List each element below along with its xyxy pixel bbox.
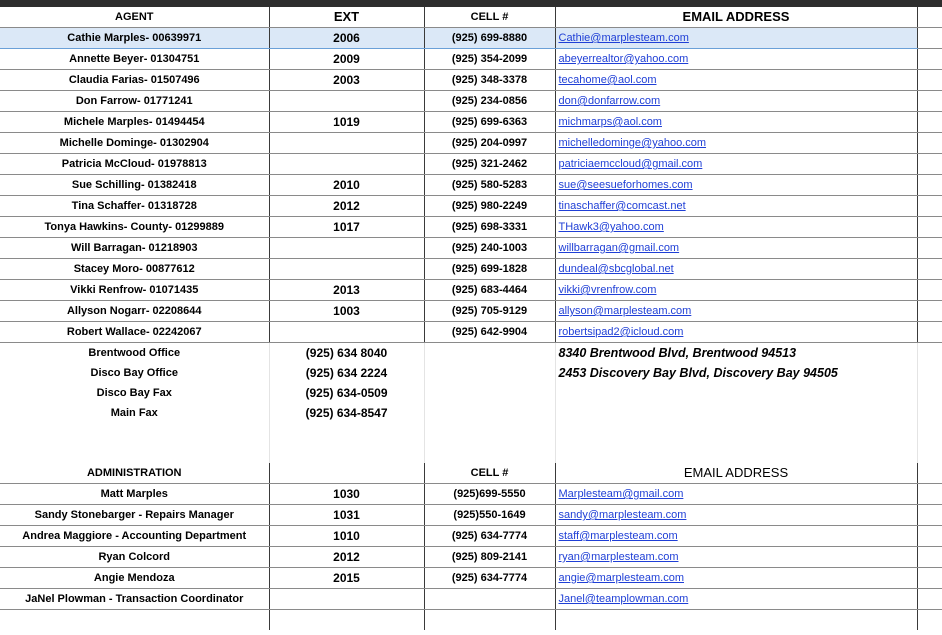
agent-email-link[interactable]: willbarragan@gmail.com	[555, 238, 917, 259]
office-phone-cell[interactable]: (925) 634 8040	[269, 343, 424, 364]
blank-cell[interactable]	[917, 423, 942, 443]
blank-cell[interactable]	[0, 443, 269, 463]
agent-row	[0, 28, 942, 49]
administration-column-header[interactable]: ADMINISTRATION	[0, 463, 269, 484]
blank-cell[interactable]	[917, 547, 942, 568]
agent-cell-phone[interactable]: (925) 240-1003	[424, 238, 555, 259]
admin-cell-phone[interactable]: (925)550-1649	[424, 505, 555, 526]
agent-name-cell[interactable]: Robert Wallace- 02242067	[0, 322, 269, 343]
admin-row	[0, 526, 942, 547]
agent-email-link[interactable]: robertsipad2@icloud.com	[555, 322, 917, 343]
blank-cell[interactable]	[917, 301, 942, 322]
ext-blank-header[interactable]	[269, 463, 424, 484]
agent-email-link[interactable]: vikki@vrenfrow.com	[555, 280, 917, 301]
blank-cell[interactable]	[0, 610, 269, 631]
agent-cell-phone[interactable]: (925) 642-9904	[424, 322, 555, 343]
blank-cell[interactable]	[917, 196, 942, 217]
blank-cell[interactable]	[424, 423, 555, 443]
admin-ext-cell[interactable]: 2012	[269, 547, 424, 568]
blank-cell[interactable]	[917, 238, 942, 259]
blank-cell[interactable]	[424, 383, 555, 403]
office-name-cell[interactable]: Main Fax	[0, 403, 269, 423]
blank-cell[interactable]	[917, 280, 942, 301]
blank-cell[interactable]	[555, 610, 917, 631]
agent-cell-phone[interactable]: (925) 204-0997	[424, 133, 555, 154]
blank-cell[interactable]	[917, 443, 942, 463]
office-name-cell[interactable]: Disco Bay Office	[0, 363, 269, 383]
admin-cell-phone[interactable]: (925) 634-7774	[424, 526, 555, 547]
office-address-cell[interactable]: 2453 Discovery Bay Blvd, Discovery Bay 94505	[555, 363, 917, 383]
agent-ext-cell[interactable]	[269, 133, 424, 154]
blank-cell[interactable]	[917, 28, 942, 49]
blank-cell[interactable]	[917, 91, 942, 112]
agent-ext-cell[interactable]: 2006	[269, 28, 424, 49]
agent-ext-cell[interactable]	[269, 259, 424, 280]
blank-cell[interactable]	[917, 175, 942, 196]
agent-row	[0, 49, 942, 70]
agent-cell-phone[interactable]: (925) 580-5283	[424, 175, 555, 196]
admin-row	[0, 484, 942, 505]
office-name-cell[interactable]: Brentwood Office	[0, 343, 269, 364]
agent-name-cell[interactable]: Annette Beyer- 01304751	[0, 49, 269, 70]
agent-cell-phone[interactable]: (925) 234-0856	[424, 91, 555, 112]
blank-cell[interactable]	[917, 526, 942, 547]
blank-cell[interactable]	[424, 343, 555, 364]
agent-name-cell[interactable]: Tonya Hawkins- County- 01299889	[0, 217, 269, 238]
blank-cell[interactable]	[917, 484, 942, 505]
admin-name-cell[interactable]: Ryan Colcord	[0, 547, 269, 568]
agent-ext-cell[interactable]	[269, 91, 424, 112]
admin-row	[0, 505, 942, 526]
agent-cell-phone[interactable]: (925) 980-2249	[424, 196, 555, 217]
blank-cell[interactable]	[917, 259, 942, 280]
blank-cell[interactable]	[917, 403, 942, 423]
agent-ext-cell[interactable]: 2009	[269, 49, 424, 70]
admin-row	[0, 568, 942, 589]
admin-name-cell[interactable]: Angie Mendoza	[0, 568, 269, 589]
blank-cell[interactable]	[917, 383, 942, 403]
agent-row	[0, 133, 942, 154]
agent-name-cell[interactable]: Sue Schilling- 01382418	[0, 175, 269, 196]
blank-cell[interactable]	[424, 610, 555, 631]
agent-email-link[interactable]: michelledominge@yahoo.com	[555, 133, 917, 154]
blank-cell[interactable]	[917, 610, 942, 631]
agent-ext-cell[interactable]: 2013	[269, 280, 424, 301]
office-phone-cell[interactable]: (925) 634 2224	[269, 363, 424, 383]
empty-row	[0, 443, 942, 463]
admin-email-link[interactable]: ryan@marplesteam.com	[555, 547, 917, 568]
admin-row	[0, 547, 942, 568]
blank-cell[interactable]	[917, 568, 942, 589]
email-column-header[interactable]: EMAIL ADDRESS	[555, 7, 917, 28]
blank-cell[interactable]	[269, 443, 424, 463]
agent-ext-cell[interactable]: 2003	[269, 70, 424, 91]
agent-row	[0, 175, 942, 196]
blank-cell[interactable]	[269, 610, 424, 631]
blank-cell[interactable]	[424, 403, 555, 423]
cell-column-header[interactable]: CELL #	[424, 7, 555, 28]
agent-row	[0, 196, 942, 217]
agent-ext-cell[interactable]	[269, 322, 424, 343]
agent-row	[0, 154, 942, 175]
agent-ext-cell[interactable]: 1019	[269, 112, 424, 133]
admin-email-link[interactable]: staff@marplesteam.com	[555, 526, 917, 547]
agent-ext-cell[interactable]: 1017	[269, 217, 424, 238]
agent-email-link[interactable]: Cathie@marplesteam.com	[555, 28, 917, 49]
office-phone-cell[interactable]: (925) 634-8547	[269, 403, 424, 423]
admin-name-cell[interactable]: JaNel Plowman - Transaction Coordinator	[0, 589, 269, 610]
admin-email-column-header[interactable]: EMAIL ADDRESS	[555, 463, 917, 484]
agent-email-link[interactable]: don@donfarrow.com	[555, 91, 917, 112]
agent-name-cell[interactable]: Claudia Farias- 01507496	[0, 70, 269, 91]
agent-row	[0, 238, 942, 259]
agent-row	[0, 322, 942, 343]
admin-cell-phone[interactable]: (925) 634-7774	[424, 568, 555, 589]
agent-email-link[interactable]: dundeal@sbcglobal.net	[555, 259, 917, 280]
blank-cell[interactable]	[917, 217, 942, 238]
agent-cell-phone[interactable]: (925) 698-3331	[424, 217, 555, 238]
blank-cell[interactable]	[555, 423, 917, 443]
blank-cell[interactable]	[917, 589, 942, 610]
agent-ext-cell[interactable]	[269, 154, 424, 175]
agent-row	[0, 70, 942, 91]
admin-email-link[interactable]: angie@marplesteam.com	[555, 568, 917, 589]
agent-column-header[interactable]: AGENT	[0, 7, 269, 28]
blank-cell[interactable]	[917, 49, 942, 70]
admin-name-cell[interactable]: Matt Marples	[0, 484, 269, 505]
office-row	[0, 383, 942, 403]
agent-cell-phone[interactable]: (925) 705-9129	[424, 301, 555, 322]
agents-header-row	[0, 7, 942, 28]
admin-cell-column-header[interactable]: CELL #	[424, 463, 555, 484]
agent-name-cell[interactable]: Michelle Dominge- 01302904	[0, 133, 269, 154]
admin-name-cell[interactable]: Andrea Maggiore - Accounting Department	[0, 526, 269, 547]
agent-name-cell[interactable]: Allyson Nogarr- 02208644	[0, 301, 269, 322]
empty-row	[0, 610, 942, 631]
blank-cell[interactable]	[917, 505, 942, 526]
ext-column-header[interactable]: EXT	[269, 7, 424, 28]
agent-email-link[interactable]: THawk3@yahoo.com	[555, 217, 917, 238]
blank-cell[interactable]	[917, 343, 942, 364]
agent-ext-cell[interactable]: 2010	[269, 175, 424, 196]
blank-cell[interactable]	[424, 363, 555, 383]
blank-cell[interactable]	[917, 363, 942, 383]
office-name-cell[interactable]: Disco Bay Fax	[0, 383, 269, 403]
admin-ext-cell[interactable]: 1010	[269, 526, 424, 547]
agent-name-cell[interactable]: Tina Schaffer- 01318728	[0, 196, 269, 217]
agent-email-link[interactable]: abeyerrealtor@yahoo.com	[555, 49, 917, 70]
agent-row	[0, 301, 942, 322]
admin-name-cell[interactable]: Sandy Stonebarger - Repairs Manager	[0, 505, 269, 526]
agent-cell-phone[interactable]: (925) 683-4464	[424, 280, 555, 301]
agent-cell-phone[interactable]: (925) 699-8880	[424, 28, 555, 49]
blank-cell[interactable]	[424, 443, 555, 463]
office-address-cell[interactable]	[555, 403, 917, 423]
admin-cell-phone[interactable]: (925)699-5550	[424, 484, 555, 505]
window-top-bar	[0, 0, 942, 7]
admin-email-link[interactable]: sandy@marplesteam.com	[555, 505, 917, 526]
blank-cell[interactable]	[917, 112, 942, 133]
blank-cell[interactable]	[917, 7, 942, 28]
agent-email-link[interactable]: sue@seesueforhomes.com	[555, 175, 917, 196]
office-phone-cell[interactable]: (925) 634-0509	[269, 383, 424, 403]
office-row	[0, 363, 942, 383]
agent-row	[0, 280, 942, 301]
blank-cell[interactable]	[917, 70, 942, 91]
blank-cell[interactable]	[269, 423, 424, 443]
agent-ext-cell[interactable]	[269, 238, 424, 259]
agent-name-cell[interactable]: Don Farrow- 01771241	[0, 91, 269, 112]
blank-cell[interactable]	[917, 154, 942, 175]
empty-row	[0, 423, 942, 443]
admin-cell-phone[interactable]	[424, 589, 555, 610]
admin-ext-cell[interactable]: 1031	[269, 505, 424, 526]
admin-email-link[interactable]: Janel@teamplowman.com	[555, 589, 917, 610]
admin-ext-cell[interactable]: 2015	[269, 568, 424, 589]
blank-cell[interactable]	[917, 463, 942, 484]
office-row	[0, 403, 942, 423]
agent-name-cell[interactable]: Will Barragan- 01218903	[0, 238, 269, 259]
agent-ext-cell[interactable]: 1003	[269, 301, 424, 322]
office-address-cell[interactable]	[555, 383, 917, 403]
agent-row	[0, 217, 942, 238]
agent-cell-phone[interactable]: (925) 348-3378	[424, 70, 555, 91]
agent-name-cell[interactable]: Cathie Marples- 00639971	[0, 28, 269, 49]
admin-ext-cell[interactable]: 1030	[269, 484, 424, 505]
agent-cell-phone[interactable]: (925) 699-6363	[424, 112, 555, 133]
blank-cell[interactable]	[917, 322, 942, 343]
admin-row	[0, 589, 942, 610]
admin-header-row	[0, 463, 942, 484]
agent-email-link[interactable]: allyson@marplesteam.com	[555, 301, 917, 322]
office-address-cell[interactable]: 8340 Brentwood Blvd, Brentwood 94513	[555, 343, 917, 364]
agent-name-cell[interactable]: Michele Marples- 01494454	[0, 112, 269, 133]
contact-spreadsheet	[0, 7, 942, 630]
admin-cell-phone[interactable]: (925) 809-2141	[424, 547, 555, 568]
agent-name-cell[interactable]: Vikki Renfrow- 01071435	[0, 280, 269, 301]
admin-email-link[interactable]: Marplesteam@gmail.com	[555, 484, 917, 505]
agent-name-cell[interactable]: Stacey Moro- 00877612	[0, 259, 269, 280]
agent-cell-phone[interactable]: (925) 354-2099	[424, 49, 555, 70]
agent-email-link[interactable]: michmarps@aol.com	[555, 112, 917, 133]
admin-ext-cell[interactable]	[269, 589, 424, 610]
agent-cell-phone[interactable]: (925) 699-1828	[424, 259, 555, 280]
agent-name-cell[interactable]: Patricia McCloud- 01978813	[0, 154, 269, 175]
agent-cell-phone[interactable]: (925) 321-2462	[424, 154, 555, 175]
agent-row	[0, 91, 942, 112]
blank-cell[interactable]	[917, 133, 942, 154]
office-row	[0, 343, 942, 364]
agent-row	[0, 112, 942, 133]
agent-ext-cell[interactable]: 2012	[269, 196, 424, 217]
agent-email-link[interactable]: tinaschaffer@comcast.net	[555, 196, 917, 217]
agent-email-link[interactable]: tecahome@aol.com	[555, 70, 917, 91]
blank-cell[interactable]	[0, 423, 269, 443]
agent-row	[0, 259, 942, 280]
agent-email-link[interactable]: patriciaemccloud@gmail.com	[555, 154, 917, 175]
blank-cell[interactable]	[555, 443, 917, 463]
